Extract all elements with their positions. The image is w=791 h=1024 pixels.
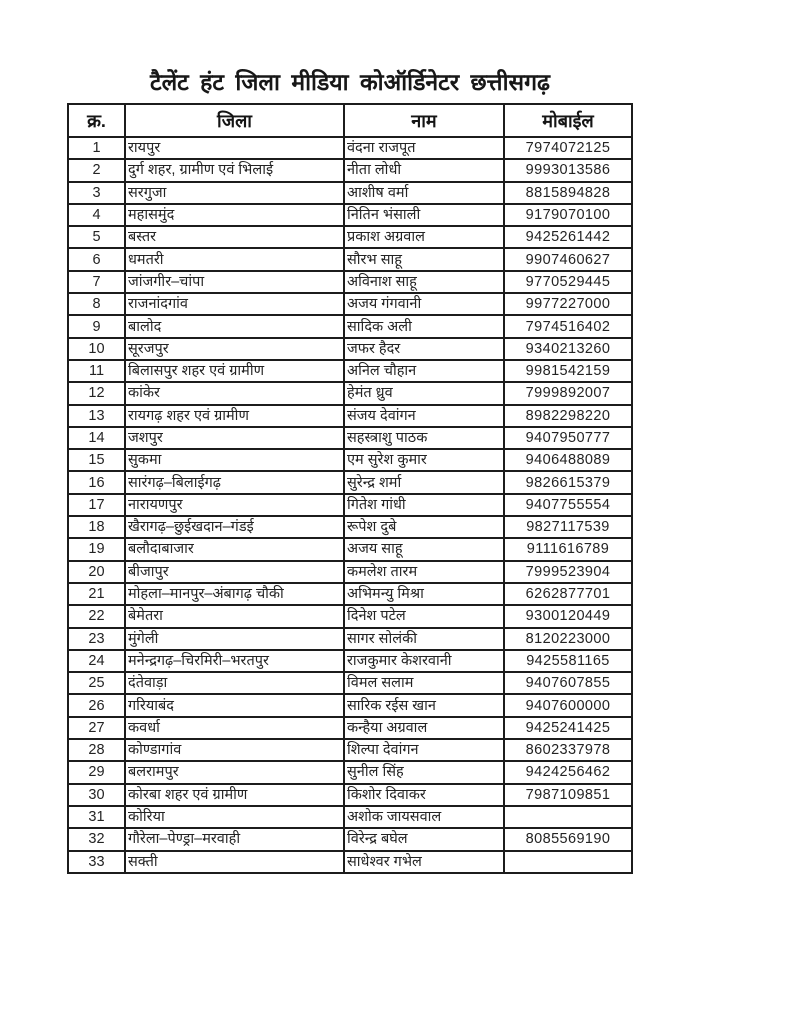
table-row bbox=[68, 360, 632, 382]
name-cell: सुनील सिंह bbox=[344, 761, 504, 783]
district-cell: बालोद bbox=[125, 315, 344, 337]
district-cell: बलरामपुर bbox=[125, 761, 344, 783]
district-cell: रायगढ़ शहर एवं ग्रामीण bbox=[125, 405, 344, 427]
name-cell: अभिमन्यु मिश्रा bbox=[344, 583, 504, 605]
mobile-cell: 7999892007 bbox=[504, 382, 632, 404]
mobile-cell: 9406488089 bbox=[504, 449, 632, 471]
serial-cell: 16 bbox=[68, 471, 125, 493]
mobile-cell: 9993013586 bbox=[504, 159, 632, 181]
table-row bbox=[68, 226, 632, 248]
district-cell: धमतरी bbox=[125, 248, 344, 270]
mobile-cell: 9425261442 bbox=[504, 226, 632, 248]
mobile-cell: 9179070100 bbox=[504, 204, 632, 226]
name-cell: संजय देवांगन bbox=[344, 405, 504, 427]
district-cell: जशपुर bbox=[125, 427, 344, 449]
serial-cell: 6 bbox=[68, 248, 125, 270]
district-cell: रायपुर bbox=[125, 137, 344, 159]
table-body bbox=[68, 137, 632, 873]
name-cell: विमल सलाम bbox=[344, 672, 504, 694]
mobile-cell: 9340213260 bbox=[504, 338, 632, 360]
name-cell: सारिक रईस खान bbox=[344, 694, 504, 716]
table-row bbox=[68, 427, 632, 449]
serial-cell: 20 bbox=[68, 561, 125, 583]
name-cell: किशोर दिवाकर bbox=[344, 784, 504, 806]
district-cell: कोरिया bbox=[125, 806, 344, 828]
serial-cell: 19 bbox=[68, 538, 125, 560]
table-row bbox=[68, 271, 632, 293]
district-cell: बस्तर bbox=[125, 226, 344, 248]
serial-cell: 24 bbox=[68, 650, 125, 672]
mobile-cell bbox=[504, 806, 632, 828]
mobile-cell bbox=[504, 851, 632, 873]
table-row bbox=[68, 248, 632, 270]
table-row bbox=[68, 538, 632, 560]
serial-cell: 21 bbox=[68, 583, 125, 605]
column-header-mobile: मोबाईल bbox=[504, 104, 632, 137]
name-cell: कन्हैया अग्रवाल bbox=[344, 717, 504, 739]
mobile-cell: 9826615379 bbox=[504, 471, 632, 493]
district-cell: कवर्धा bbox=[125, 717, 344, 739]
serial-cell: 4 bbox=[68, 204, 125, 226]
table-row bbox=[68, 293, 632, 315]
name-cell: शिल्पा देवांगन bbox=[344, 739, 504, 761]
serial-cell: 2 bbox=[68, 159, 125, 181]
district-cell: सूरजपुर bbox=[125, 338, 344, 360]
name-cell: वंदना राजपूत bbox=[344, 137, 504, 159]
serial-cell: 15 bbox=[68, 449, 125, 471]
serial-cell: 13 bbox=[68, 405, 125, 427]
name-cell: साधेश्वर गभेल bbox=[344, 851, 504, 873]
mobile-cell: 9425581165 bbox=[504, 650, 632, 672]
district-cell: सारंगढ़–बिलाईगढ़ bbox=[125, 471, 344, 493]
district-cell: मनेन्द्रगढ़–चिरमिरी–भरतपुर bbox=[125, 650, 344, 672]
table-row bbox=[68, 851, 632, 873]
table-row bbox=[68, 494, 632, 516]
name-cell: विरेन्द्र बघेल bbox=[344, 828, 504, 850]
table-row bbox=[68, 516, 632, 538]
serial-cell: 5 bbox=[68, 226, 125, 248]
district-cell: कोण्डागांव bbox=[125, 739, 344, 761]
name-cell: जफर हैदर bbox=[344, 338, 504, 360]
name-cell: प्रकाश अग्रवाल bbox=[344, 226, 504, 248]
name-cell: अविनाश साहू bbox=[344, 271, 504, 293]
name-cell: गितेश गांधी bbox=[344, 494, 504, 516]
table-row bbox=[68, 382, 632, 404]
coordinator-table bbox=[67, 103, 633, 874]
column-header-district: जिला bbox=[125, 104, 344, 137]
mobile-cell: 8602337978 bbox=[504, 739, 632, 761]
mobile-cell: 7974072125 bbox=[504, 137, 632, 159]
table-row bbox=[68, 583, 632, 605]
table-row bbox=[68, 182, 632, 204]
mobile-cell: 8085569190 bbox=[504, 828, 632, 850]
mobile-cell: 8815894828 bbox=[504, 182, 632, 204]
mobile-cell: 9407607855 bbox=[504, 672, 632, 694]
mobile-cell: 7987109851 bbox=[504, 784, 632, 806]
district-cell: खैरागढ़–छुईखदान–गंडई bbox=[125, 516, 344, 538]
serial-cell: 14 bbox=[68, 427, 125, 449]
serial-cell: 9 bbox=[68, 315, 125, 337]
mobile-cell: 9907460627 bbox=[504, 248, 632, 270]
column-header-serial: क्र. bbox=[68, 104, 125, 137]
district-cell: सक्ती bbox=[125, 851, 344, 873]
name-cell: राजकुमार केशरवानी bbox=[344, 650, 504, 672]
table-row bbox=[68, 471, 632, 493]
district-cell: दंतेवाड़ा bbox=[125, 672, 344, 694]
name-cell: अजय गंगवानी bbox=[344, 293, 504, 315]
serial-cell: 7 bbox=[68, 271, 125, 293]
mobile-cell: 7974516402 bbox=[504, 315, 632, 337]
serial-cell: 29 bbox=[68, 761, 125, 783]
name-cell: अजय साहू bbox=[344, 538, 504, 560]
table-row bbox=[68, 449, 632, 471]
table-row bbox=[68, 672, 632, 694]
name-cell: आशीष वर्मा bbox=[344, 182, 504, 204]
district-cell: जांजगीर–चांपा bbox=[125, 271, 344, 293]
serial-cell: 33 bbox=[68, 851, 125, 873]
mobile-cell: 9111616789 bbox=[504, 538, 632, 560]
name-cell: सुरेन्द्र शर्मा bbox=[344, 471, 504, 493]
document-page bbox=[67, 0, 633, 874]
name-cell: नीता लोधी bbox=[344, 159, 504, 181]
name-cell: सादिक अली bbox=[344, 315, 504, 337]
table-row bbox=[68, 561, 632, 583]
table-header bbox=[68, 104, 632, 137]
serial-cell: 28 bbox=[68, 739, 125, 761]
mobile-cell: 6262877701 bbox=[504, 583, 632, 605]
district-cell: सुकमा bbox=[125, 449, 344, 471]
table-row bbox=[68, 784, 632, 806]
district-cell: राजनांदगांव bbox=[125, 293, 344, 315]
header-row bbox=[68, 104, 632, 137]
mobile-cell: 9425241425 bbox=[504, 717, 632, 739]
table-row bbox=[68, 717, 632, 739]
name-cell: सौरभ साहू bbox=[344, 248, 504, 270]
table-row bbox=[68, 159, 632, 181]
district-cell: महासमुंद bbox=[125, 204, 344, 226]
district-cell: मोहला–मानपुर–अंबागढ़ चौकी bbox=[125, 583, 344, 605]
mobile-cell: 9977227000 bbox=[504, 293, 632, 315]
table-row bbox=[68, 338, 632, 360]
table-row bbox=[68, 806, 632, 828]
mobile-cell: 8982298220 bbox=[504, 405, 632, 427]
mobile-cell: 9424256462 bbox=[504, 761, 632, 783]
district-cell: बेमेतरा bbox=[125, 605, 344, 627]
mobile-cell: 9300120449 bbox=[504, 605, 632, 627]
serial-cell: 23 bbox=[68, 628, 125, 650]
serial-cell: 17 bbox=[68, 494, 125, 516]
district-cell: गौरेला–पेण्ड्रा–मरवाही bbox=[125, 828, 344, 850]
district-cell: कांकेर bbox=[125, 382, 344, 404]
name-cell: सहस्त्राशु पाठक bbox=[344, 427, 504, 449]
serial-cell: 10 bbox=[68, 338, 125, 360]
district-cell: सरगुजा bbox=[125, 182, 344, 204]
table-row bbox=[68, 628, 632, 650]
serial-cell: 1 bbox=[68, 137, 125, 159]
serial-cell: 25 bbox=[68, 672, 125, 694]
district-cell: बीजापुर bbox=[125, 561, 344, 583]
serial-cell: 8 bbox=[68, 293, 125, 315]
district-cell: मुंगेली bbox=[125, 628, 344, 650]
name-cell: रूपेश दुबे bbox=[344, 516, 504, 538]
serial-cell: 22 bbox=[68, 605, 125, 627]
district-cell: बिलासपुर शहर एवं ग्रामीण bbox=[125, 360, 344, 382]
serial-cell: 3 bbox=[68, 182, 125, 204]
district-cell: गरियाबंद bbox=[125, 694, 344, 716]
table-row bbox=[68, 405, 632, 427]
table-row bbox=[68, 315, 632, 337]
name-cell: अशोक जायसवाल bbox=[344, 806, 504, 828]
name-cell: कमलेश तारम bbox=[344, 561, 504, 583]
table-row bbox=[68, 137, 632, 159]
mobile-cell: 9770529445 bbox=[504, 271, 632, 293]
page-title: टैलेंट हंट जिला मीडिया कोऑर्डिनेटर छत्तीसगढ़ bbox=[150, 69, 550, 95]
serial-cell: 31 bbox=[68, 806, 125, 828]
table-row bbox=[68, 605, 632, 627]
table-row bbox=[68, 204, 632, 226]
district-cell: बलौदाबाजार bbox=[125, 538, 344, 560]
serial-cell: 12 bbox=[68, 382, 125, 404]
table-row bbox=[68, 761, 632, 783]
name-cell: दिनेश पटेल bbox=[344, 605, 504, 627]
serial-cell: 32 bbox=[68, 828, 125, 850]
district-cell: कोरबा शहर एवं ग्रामीण bbox=[125, 784, 344, 806]
serial-cell: 18 bbox=[68, 516, 125, 538]
mobile-cell: 9407950777 bbox=[504, 427, 632, 449]
name-cell: अनिल चौहान bbox=[344, 360, 504, 382]
name-cell: नितिन भंसाली bbox=[344, 204, 504, 226]
mobile-cell: 9407755554 bbox=[504, 494, 632, 516]
mobile-cell: 9981542159 bbox=[504, 360, 632, 382]
table-row bbox=[68, 739, 632, 761]
mobile-cell: 8120223000 bbox=[504, 628, 632, 650]
name-cell: एम सुरेश कुमार bbox=[344, 449, 504, 471]
table-row bbox=[68, 650, 632, 672]
mobile-cell: 9827117539 bbox=[504, 516, 632, 538]
table-row bbox=[68, 828, 632, 850]
serial-cell: 27 bbox=[68, 717, 125, 739]
mobile-cell: 9407600000 bbox=[504, 694, 632, 716]
mobile-cell: 7999523904 bbox=[504, 561, 632, 583]
name-cell: सागर सोलंकी bbox=[344, 628, 504, 650]
district-cell: नारायणपुर bbox=[125, 494, 344, 516]
district-cell: दुर्ग शहर, ग्रामीण एवं भिलाई bbox=[125, 159, 344, 181]
serial-cell: 11 bbox=[68, 360, 125, 382]
serial-cell: 30 bbox=[68, 784, 125, 806]
serial-cell: 26 bbox=[68, 694, 125, 716]
name-cell: हेमंत ध्रुव bbox=[344, 382, 504, 404]
table-row bbox=[68, 694, 632, 716]
column-header-name: नाम bbox=[344, 104, 504, 137]
